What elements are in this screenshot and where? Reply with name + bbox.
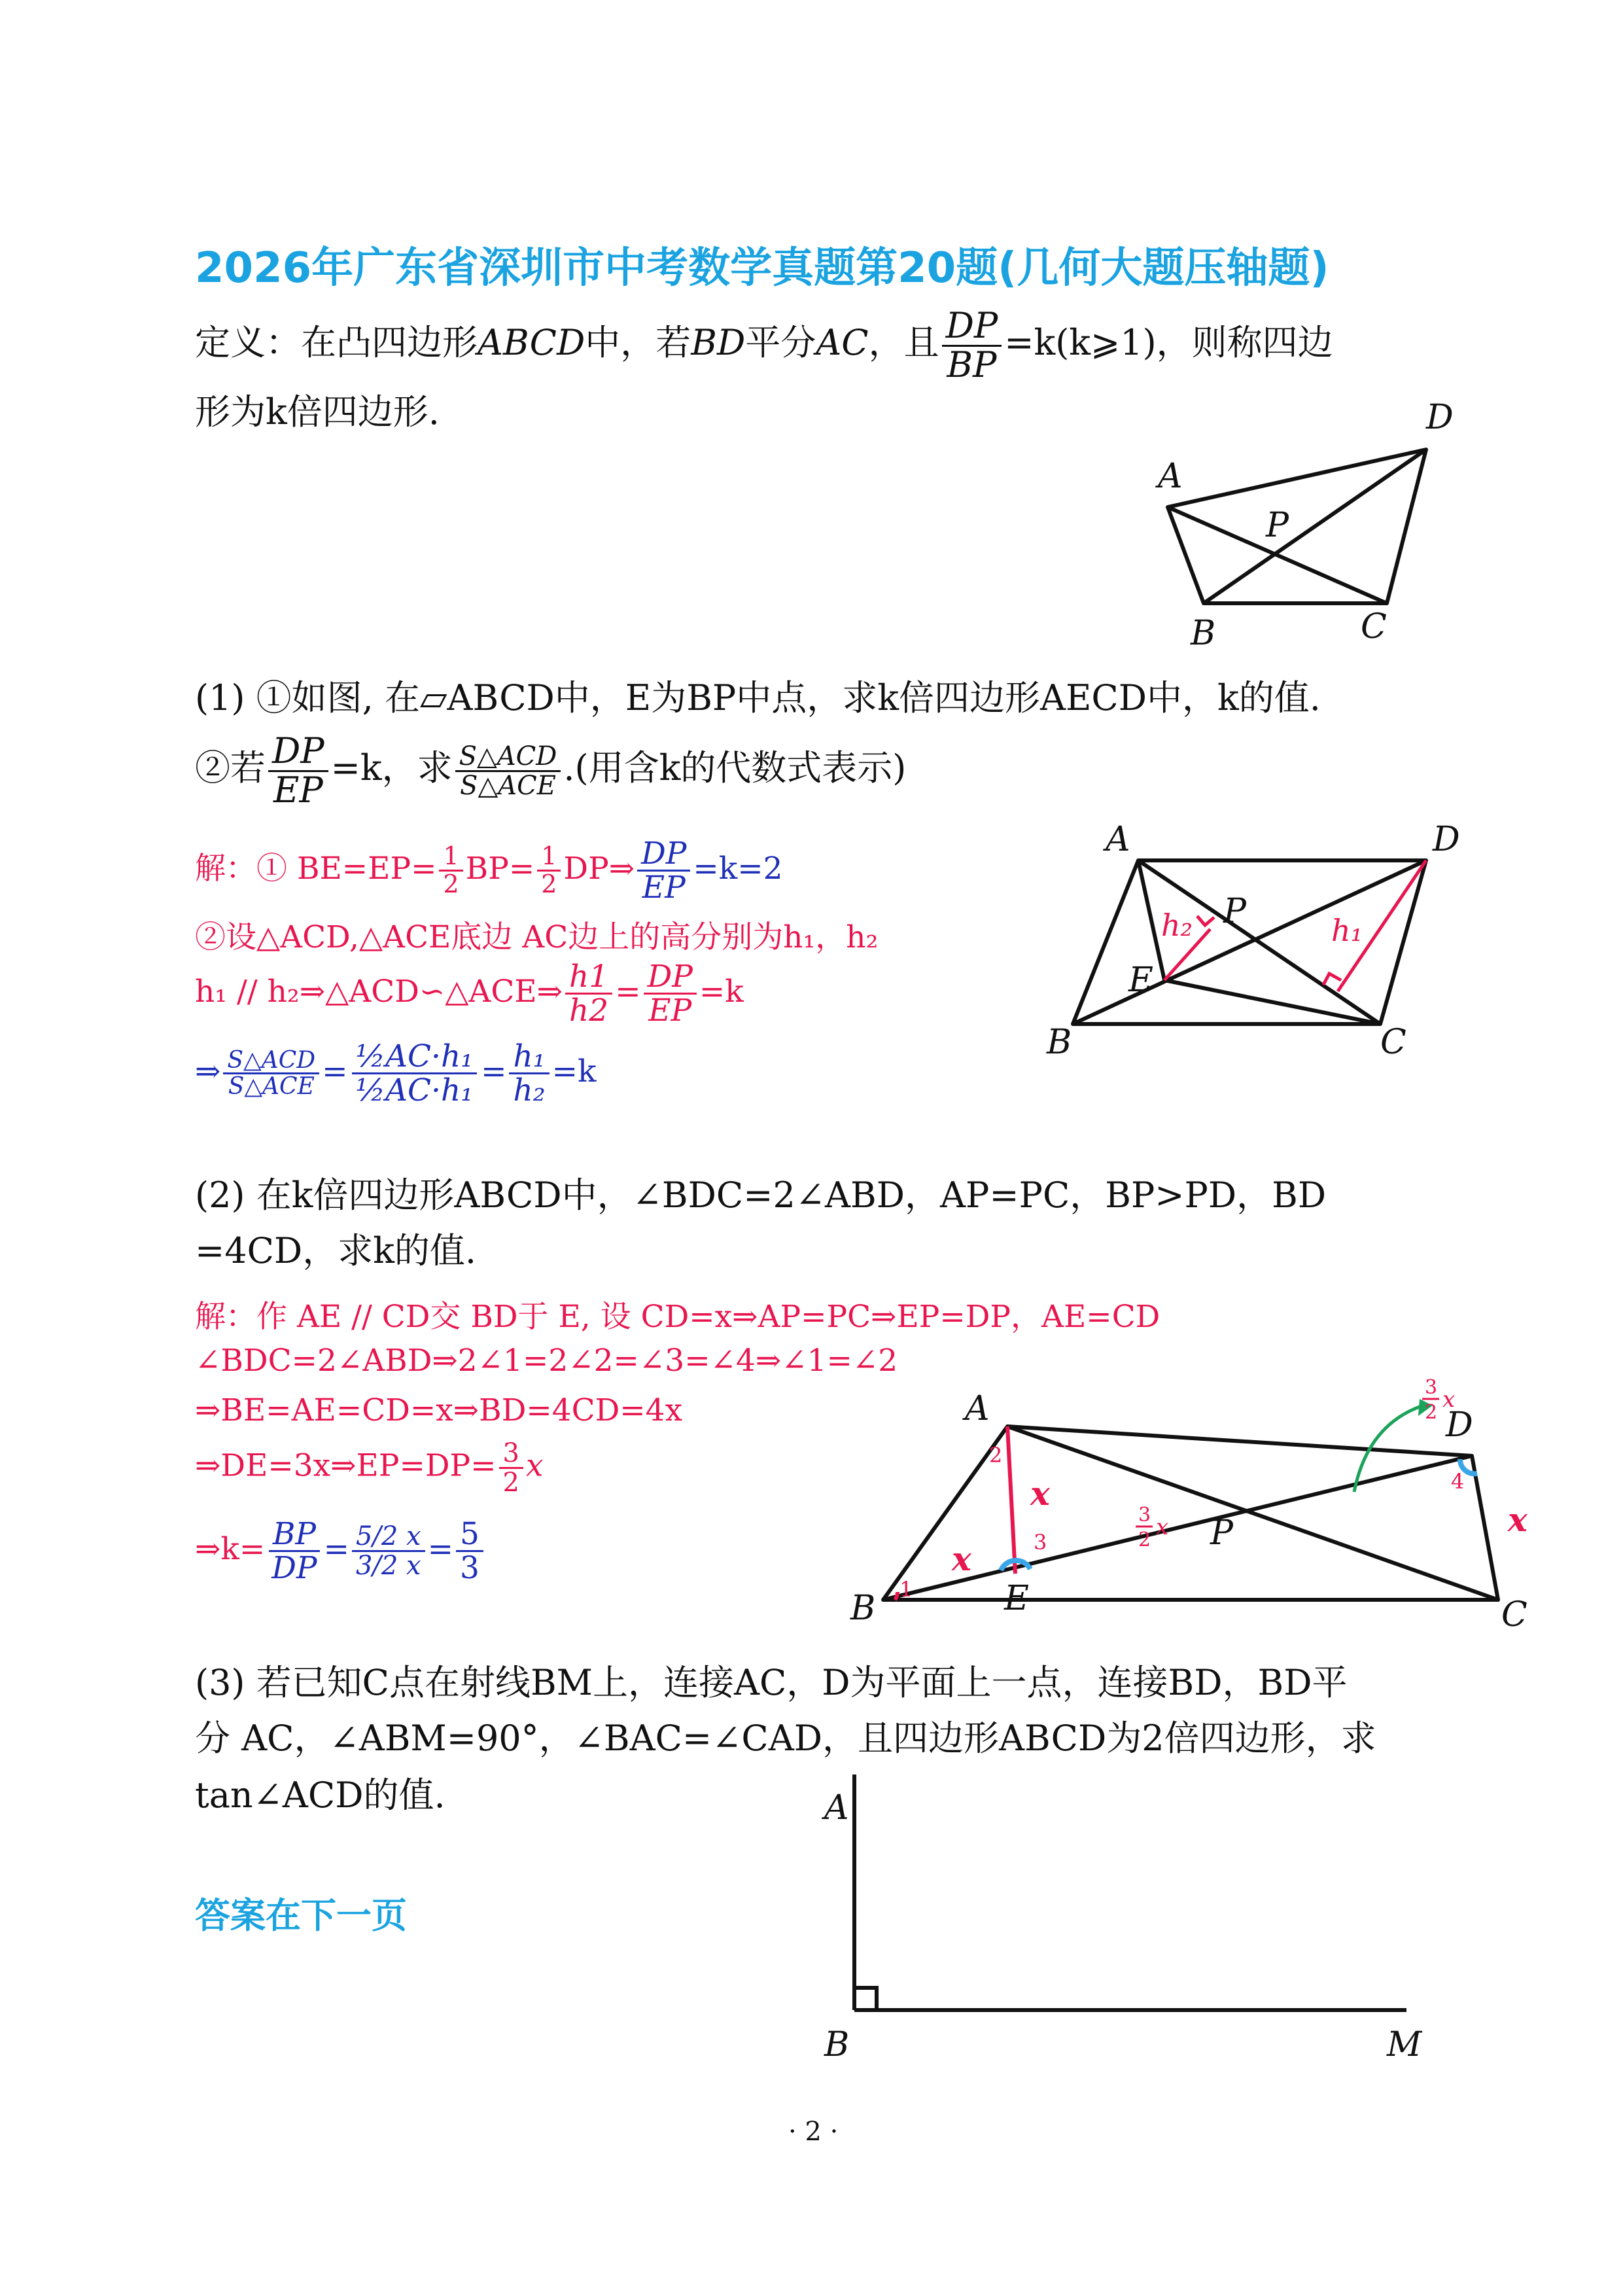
angle-label-3: 3 xyxy=(1034,1530,1047,1555)
sol2-line-5: ⇒k= $\frac{BP}{DP}$ = $\frac{5/2 x}{3/2 x}$ = $\frac{5}{3}$ xyxy=(195,1518,486,1585)
definition-ac: AC xyxy=(816,322,869,364)
label-a: A xyxy=(1158,457,1183,496)
definition-line-2: 形为k倍四边形. xyxy=(195,391,440,433)
label-d: D xyxy=(1426,399,1454,437)
label-a: A xyxy=(965,1389,990,1428)
q1-fraction-2: $\frac{\text{S△ACD}}{\text{S△ACE}}$ xyxy=(455,743,561,800)
definition-line-1 xyxy=(195,305,1333,385)
label-d: D xyxy=(1433,820,1460,859)
label-x-ae: x xyxy=(1030,1474,1050,1513)
definition-text: 定义：在凸四边形 xyxy=(195,322,478,364)
label-b: B xyxy=(1047,1023,1072,1060)
q2-line-2: =4CD，求k的值. xyxy=(195,1230,477,1271)
sol1-line-4: ⇒ $\frac{\text{S△ACD}}{\text{S△ACE}}$ = $\frac{\text{½AC·h₁}}{\text{½AC·h₁}}$ = $\frac{\text{h₁}}{\text{h₂}}$ =k xyxy=(195,1038,597,1109)
sol1-line-1: 解：① BE=EP= $\frac{1}{2}$ BP= $\frac{1}{2}$ DP⇒ $\frac{DP}{EP}$ =k=2 xyxy=(195,836,783,906)
definition-text: =k(k⩾1)，则称四边 xyxy=(1004,322,1333,364)
definition-bd: BD xyxy=(691,322,746,364)
page-number: · 2 · xyxy=(788,2117,839,2147)
label-b: B xyxy=(824,2025,850,2061)
angle-label-2: 2 xyxy=(989,1443,1003,1468)
top-frac-den: 2 xyxy=(1425,1401,1438,1424)
definition-fraction: $\frac{DP}{BP}$ xyxy=(942,308,1002,383)
angle-label-1: 1 xyxy=(899,1577,913,1602)
sol1-line-2: ②设△ACD,△ACE底边 AC边上的高分别为h₁，h₂ xyxy=(195,919,879,955)
mid-frac-num: 3 xyxy=(1138,1504,1151,1527)
label-x-be: x xyxy=(952,1540,971,1578)
label-a: A xyxy=(824,1788,849,1828)
label-e: E xyxy=(1004,1579,1029,1618)
top-frac-num: 3 xyxy=(1425,1376,1438,1399)
figure-4-right-angle xyxy=(811,1767,1452,2061)
label-b: B xyxy=(1191,614,1216,653)
label-e: E xyxy=(1128,961,1153,1000)
figure-2-parallelogram xyxy=(1034,811,1505,1060)
label-a: A xyxy=(1106,820,1130,859)
label-c: C xyxy=(1501,1595,1527,1634)
mid-frac-den: 2 xyxy=(1138,1528,1151,1551)
label-p: P xyxy=(1266,506,1289,545)
q1-fraction-1: $\frac{DP}{EP}$ xyxy=(268,733,328,809)
definition-quad: ABCD xyxy=(478,322,585,364)
label-d: D xyxy=(1446,1405,1473,1445)
label-h2: h₂ xyxy=(1161,908,1193,943)
label-c: C xyxy=(1380,1023,1406,1060)
page-title: 2026年广东省深圳市中考数学真题第20题(几何大题压轴题) xyxy=(195,244,1329,292)
label-b: B xyxy=(850,1589,876,1628)
definition-text: 中，若 xyxy=(585,322,691,364)
sol2-line-4: ⇒DE=3x⇒EP=DP= $\frac{3}{2}$ x xyxy=(195,1438,544,1498)
q1-line-2: ②若 $\frac{DP}{EP}$ =k，求 $\frac{\text{S△ACD}}{\text{S△ACE}}$ .(用含k的代数式表示) xyxy=(195,730,907,811)
q1-line-1: (1) ①如图, 在▱ABCD中，E为BP中点，求k倍四边形AECD中，k的值. xyxy=(195,677,1321,718)
mid-frac-var: x xyxy=(1156,1514,1169,1540)
sol2-line-1: 解：作 AE // CD交 BD于 E, 设 CD=x⇒AP=PC⇒EP=DP，AE=CD xyxy=(195,1299,1161,1335)
q3-line-2: 分 AC，∠ABM=90°，∠BAC=∠CAD，且四边形ABCD为2倍四边形，求 xyxy=(195,1718,1376,1759)
q2-line-1: (2) 在k倍四边形ABCD中，∠BDC=2∠ABD，AP=PC，BP>PD，BD xyxy=(195,1174,1327,1216)
label-m: M xyxy=(1387,2025,1422,2061)
answer-on-next-page: 答案在下一页 xyxy=(195,1895,407,1936)
definition-text: ，且 xyxy=(868,322,939,364)
definition-text: 平分 xyxy=(745,322,816,364)
label-c: C xyxy=(1361,607,1387,646)
top-frac-var: x xyxy=(1442,1386,1456,1413)
figure-3-quadrilateral xyxy=(844,1374,1531,1636)
label-h1: h₁ xyxy=(1331,913,1363,948)
q3-line-3: tan∠ACD的值. xyxy=(195,1775,445,1816)
figure-1-quadrilateral xyxy=(1138,399,1478,661)
angle-label-4: 4 xyxy=(1451,1469,1465,1494)
q3-line-1: (3) 若已知C点在射线BM上，连接AC，D为平面上一点，连接BD，BD平 xyxy=(195,1662,1348,1703)
sol2-line-2: ∠BDC=2∠ABD⇒2∠1=2∠2=∠3=∠4⇒∠1=∠2 xyxy=(195,1343,898,1379)
label-p: P xyxy=(1223,892,1246,931)
label-x-cd: x xyxy=(1508,1500,1527,1539)
sol2-line-3: ⇒BE=AE=CD=x⇒BD=4CD=4x xyxy=(195,1392,683,1428)
label-p: P xyxy=(1210,1513,1233,1553)
sol1-line-3: h₁ // h₂⇒△ACD∽△ACE⇒ $\frac{h1}{h2}$ = $\frac{DP}{EP}$ =k xyxy=(195,959,744,1029)
